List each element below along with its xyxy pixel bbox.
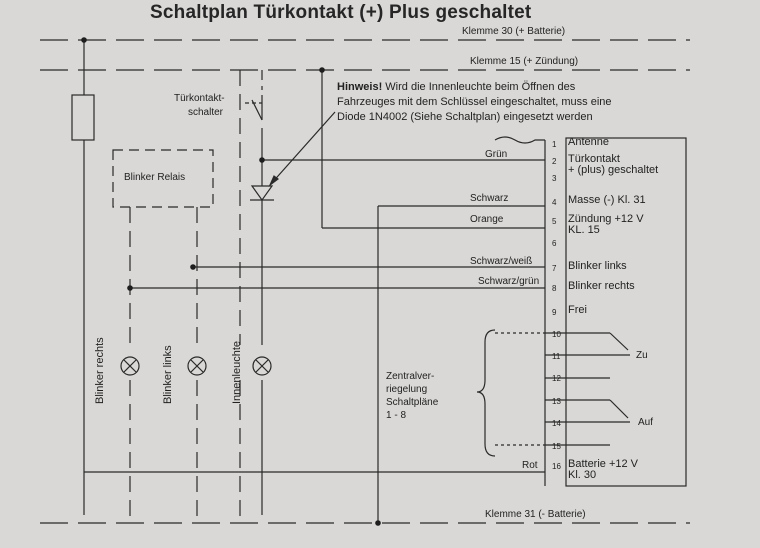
pin-number: 15 — [552, 442, 561, 451]
junction-dot — [190, 264, 196, 270]
pin-number: 9 — [552, 308, 557, 317]
label-relay: Blinker Relais — [124, 172, 186, 183]
fuse — [72, 95, 94, 140]
label-lock-close: Zu — [636, 350, 648, 361]
pin-label — [568, 137, 609, 148]
hint-note — [337, 80, 612, 125]
junction-dot — [81, 37, 87, 43]
diagram-title: Schaltplan Türkontakt (+) Plus geschaltet — [150, 2, 532, 23]
pin-label-line1: Frei — [568, 304, 587, 316]
junction-dot — [319, 67, 325, 73]
central-locking-line2: riegelung — [386, 384, 428, 395]
pin-number: 10 — [552, 330, 561, 339]
label-klemme31: Klemme 31 (- Batterie) — [485, 509, 586, 520]
pin-label-line1: Antenne — [568, 136, 609, 148]
pin-label — [568, 214, 644, 236]
wire-label-red: Rot — [522, 460, 538, 471]
pin-number: 13 — [552, 397, 561, 406]
label-lamp-right: Blinker rechts — [94, 337, 106, 404]
central-locking-line1: Zentralver- — [386, 371, 435, 382]
lamp-left-icon — [188, 357, 206, 375]
pin-label — [568, 305, 587, 316]
hint-line3: Diode 1N4002 (Siehe Schaltplan) eingesetzt werden — [337, 111, 593, 123]
pin-number: 11 — [552, 352, 561, 361]
pin-number: 8 — [552, 284, 557, 293]
hint-line2: Fahrzeuges mit dem Schlüssel eingeschaltet, muss eine — [337, 96, 612, 108]
pin-label — [568, 154, 658, 176]
brace — [477, 330, 495, 456]
pin-number: 1 — [552, 140, 557, 149]
pin-number: 14 — [552, 419, 561, 428]
pin-number: 4 — [552, 198, 557, 207]
junction-dot — [127, 285, 133, 291]
label-lamp-interior: Innenleuchte — [231, 341, 243, 404]
hint-line1: Wird die Innenleuchte beim Öffnen des — [385, 81, 576, 93]
pin-label — [568, 195, 646, 206]
pin-label-line1: Batterie +12 V — [568, 458, 639, 470]
pin-number: 7 — [552, 264, 557, 273]
central-locking-line3: Schaltpläne — [386, 397, 439, 408]
label-klemme30: Klemme 30 (+ Batterie) — [462, 26, 566, 37]
wire-label-black-white: Schwarz/weiß — [470, 256, 533, 267]
wire-label-green: Grün — [485, 149, 508, 160]
pin-label-line1: Blinker links — [568, 260, 627, 272]
pin-label-line2: KL. 15 — [568, 224, 600, 236]
pin-number: 5 — [552, 217, 557, 226]
junction-dot — [375, 520, 381, 526]
central-locking-line4: 1 - 8 — [386, 410, 407, 421]
pin-number: 16 — [552, 462, 561, 471]
pin-number: 3 — [552, 174, 557, 183]
pin-number: 6 — [552, 239, 557, 248]
label-lock-open: Auf — [638, 417, 654, 428]
pin-label-line1: Zündung +12 V — [568, 213, 644, 225]
label-lamp-left: Blinker links — [162, 345, 174, 404]
label-klemme15: Klemme 15 (+ Zündung) — [470, 56, 579, 67]
pin-label — [568, 281, 635, 292]
lamp-right-icon — [121, 357, 139, 375]
label-door-switch-1: Türkontakt- — [174, 93, 225, 104]
pin-number: 12 — [552, 374, 561, 383]
wire-label-black: Schwarz — [470, 193, 509, 204]
pin-label-line1: Blinker rechts — [568, 280, 635, 292]
lamp-interior-icon — [253, 357, 271, 375]
wire-label-black-green: Schwarz/grün — [478, 276, 540, 287]
wire-label-orange: Orange — [470, 214, 504, 225]
pin-label — [568, 261, 627, 272]
junction-dot — [259, 157, 265, 163]
diode — [252, 186, 272, 200]
pin-label-line1: Masse (-) Kl. 31 — [568, 194, 646, 206]
label-central-locking — [386, 370, 438, 422]
pin-label-line2: + (plus) geschaltet — [568, 164, 659, 176]
pin-label — [568, 459, 638, 481]
hint-label: Hinweis! — [337, 81, 383, 93]
pin-number: 2 — [552, 157, 557, 166]
label-door-switch-2: schalter — [188, 107, 224, 118]
pin-label-line2: Kl. 30 — [568, 469, 597, 481]
pin-label-line1: Türkontakt — [568, 153, 620, 165]
